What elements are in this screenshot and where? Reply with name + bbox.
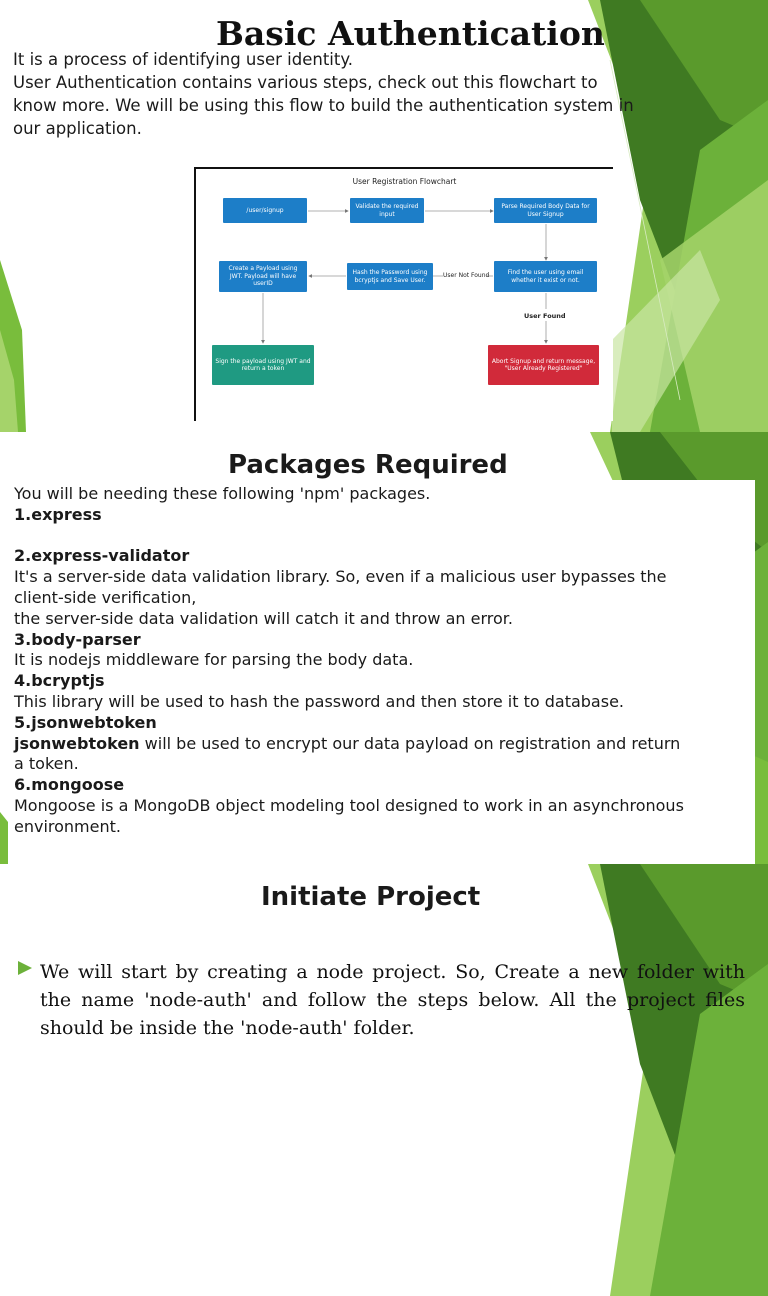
inline-keyword: jsonwebtoken (14, 733, 140, 753)
slide-packages-required (0, 432, 768, 864)
intro-line: know more. We will be using this flow to build the authentication system in (13, 96, 634, 115)
flow-box-abort-signup: Abort Signup and return message, "User Already Registered" (488, 345, 599, 385)
package-description: Mongoose is a MongoDB object modeling tool designed to work in an asynchronous (14, 795, 684, 815)
flow-box-parse-body: Parse Required Body Data for User Signup (494, 198, 597, 223)
page-title: Basic Authentication (216, 14, 605, 53)
package-description: It is nodejs middleware for parsing the body data. (14, 650, 414, 670)
label-user-not-found: User Not Found (443, 272, 490, 279)
intro-line: You will be needing these following 'npm' packages. (14, 484, 431, 503)
label-user-found: User Found (524, 312, 566, 320)
package-heading-express: 1.express (14, 504, 102, 524)
green-facet-decoration (0, 864, 768, 1296)
flow-box-hash-password: Hash the Password using bcryptjs and Save User. (347, 263, 433, 290)
package-heading-jsonwebtoken: 5.jsonwebtoken (14, 712, 157, 732)
flow-box-create-payload: Create a Payload using JWT. Payload will have userID (219, 261, 307, 292)
intro-line: It is a process of identifying user identity. (13, 50, 354, 69)
bullet-text: We will start by creating a node project. So, Create a new folder with the name 'node-auth' and follow the steps below. All the project files should be inside the 'node-auth' folder. (40, 961, 745, 1039)
package-description: environment. (14, 816, 121, 836)
package-description (14, 734, 749, 755)
package-heading-bcryptjs: 4.bcryptjs (14, 671, 105, 691)
slide-basic-authentication (0, 0, 768, 432)
intro-paragraph (13, 48, 753, 140)
flow-box-user-signup: /user/signup (223, 198, 307, 223)
package-heading-body-parser: 3.body-parser (14, 629, 141, 649)
package-description: the server-side data validation will catch it and throw an error. (14, 608, 513, 628)
slide-initiate-project (0, 864, 768, 1039)
package-description: client-side verification, (14, 587, 197, 607)
flow-box-sign-payload: Sign the payload using JWT and return a token (212, 345, 314, 385)
package-description: This library will be used to hash the password and then store it to database. (14, 691, 624, 711)
package-list (14, 484, 749, 838)
intro-line: our application. (13, 119, 142, 138)
flowchart-title: User Registration Flowchart (352, 177, 457, 186)
triangle-bullet-icon (18, 961, 32, 975)
inline-rest: will be used to encrypt our data payload on registration and return (139, 733, 681, 753)
package-heading-mongoose: 6.mongoose (14, 775, 125, 795)
section-title: Initiate Project (261, 882, 481, 912)
blank-line (14, 526, 749, 547)
package-description: It's a server-side data validation library. So, even if a malicious user bypasses the (14, 567, 667, 587)
intro-line: User Authentication contains various steps, check out this flowchart to (13, 73, 598, 92)
package-description: a token. (14, 754, 79, 774)
flow-box-find-user: Find the user using email whether it exist or not. (494, 261, 597, 292)
user-registration-flowchart (194, 167, 613, 421)
package-heading-express-validator: 2.express-validator (14, 546, 190, 566)
section-title: Packages Required (228, 450, 508, 480)
flow-box-validate-input: Validate the required input (350, 198, 424, 223)
